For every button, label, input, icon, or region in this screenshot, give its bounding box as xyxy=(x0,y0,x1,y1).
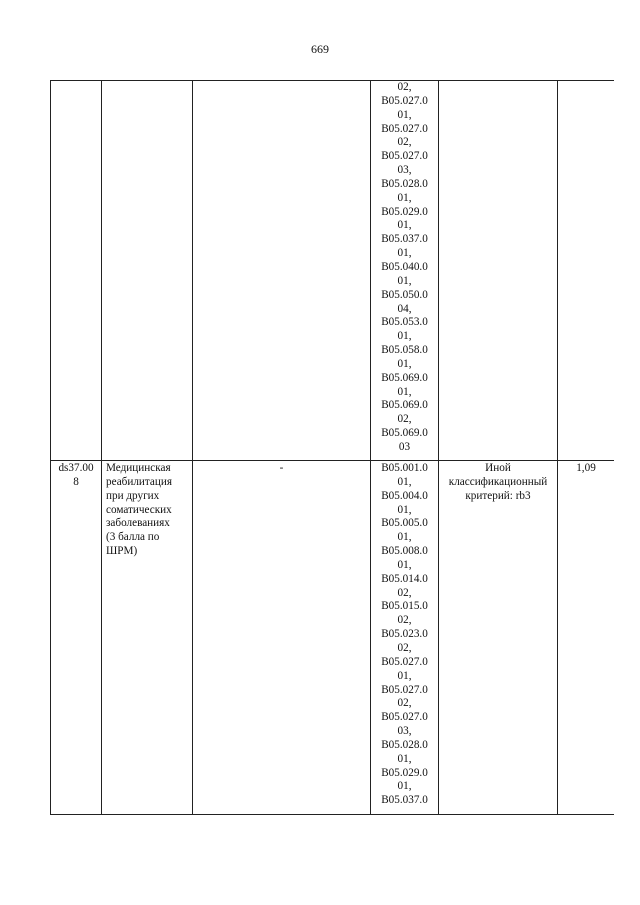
code-line: B05.015.0 xyxy=(381,600,428,613)
group-name-line: при других xyxy=(106,489,160,502)
row-separator xyxy=(50,460,614,461)
group-name-line: ШРМ) xyxy=(106,545,138,558)
code-line: B05.001.0 xyxy=(381,462,428,474)
code-line: 02, xyxy=(397,413,412,426)
service-codes-cell xyxy=(371,462,438,808)
code-line: 02, xyxy=(397,697,412,710)
code-line: 02, xyxy=(397,614,412,627)
code-line: 01, xyxy=(397,330,412,343)
code-line: B05.027.0 xyxy=(381,711,428,724)
code-line: 01, xyxy=(397,669,412,682)
continuation-codes-cell xyxy=(371,81,438,455)
page-number: 669 xyxy=(311,42,329,56)
col-border-2 xyxy=(192,80,193,815)
code-line: B05.027.0 xyxy=(381,683,428,696)
code-line: 01, xyxy=(397,558,412,571)
code-line: 01, xyxy=(397,219,412,232)
code-line: B05.004.0 xyxy=(381,489,428,502)
group-name-line: соматических xyxy=(106,503,172,516)
group-code-line: 8 xyxy=(73,475,79,488)
code-line: B05.027.0 xyxy=(381,122,428,135)
group-code-cell xyxy=(52,462,100,490)
code-line: 03, xyxy=(397,725,412,738)
col-border-4 xyxy=(438,80,439,815)
code-line: 03, xyxy=(397,164,412,177)
criterion-line: Иной xyxy=(485,462,511,474)
diagnosis-dash: - xyxy=(279,462,284,474)
coefficient-cell xyxy=(558,462,614,476)
code-line: 01, xyxy=(397,108,412,121)
code-line: B05.008.0 xyxy=(381,545,428,558)
code-line: 02, xyxy=(397,81,412,93)
diagnosis-cell xyxy=(193,462,370,476)
criterion-cell xyxy=(439,462,557,504)
code-line: B05.069.0 xyxy=(381,399,428,412)
code-line: B05.029.0 xyxy=(381,205,428,218)
group-name-line: реабилитация xyxy=(106,475,173,488)
code-line: B05.027.0 xyxy=(381,150,428,163)
group-name-line: Медицинская xyxy=(106,462,171,474)
tariff-table xyxy=(50,80,614,815)
code-line: 01, xyxy=(397,752,412,765)
code-line: 01, xyxy=(397,475,412,488)
code-line: B05.005.0 xyxy=(381,517,428,530)
criterion-line: классификационный xyxy=(448,475,548,488)
code-line: B05.028.0 xyxy=(381,177,428,190)
criterion-line: критерий: rb3 xyxy=(465,489,531,502)
code-line: 01, xyxy=(397,531,412,544)
code-line: 02, xyxy=(397,641,412,654)
code-line: 03 xyxy=(398,440,411,453)
code-line: B05.050.0 xyxy=(381,288,428,301)
col-border-5 xyxy=(557,80,558,815)
group-code-line: ds37.00 xyxy=(58,462,94,474)
code-line: B05.037.0 xyxy=(381,794,428,807)
code-line: B05.058.0 xyxy=(381,344,428,357)
code-line: B05.069.0 xyxy=(381,427,428,440)
code-line: B05.027.0 xyxy=(381,94,428,107)
group-name-cell xyxy=(106,462,191,559)
code-line: 01, xyxy=(397,274,412,287)
code-line: B05.028.0 xyxy=(381,738,428,751)
group-name-line: (3 балла по xyxy=(106,531,160,544)
group-name-line: заболеваниях xyxy=(106,517,170,530)
table-top-border xyxy=(50,80,614,81)
code-line: 04, xyxy=(397,302,412,315)
code-line: 02, xyxy=(397,586,412,599)
code-line: 01, xyxy=(397,780,412,793)
code-line: B05.037.0 xyxy=(381,233,428,246)
code-line: 01, xyxy=(397,191,412,204)
table-bottom-border xyxy=(50,814,614,815)
code-line: 01, xyxy=(397,503,412,516)
code-line: B05.029.0 xyxy=(381,766,428,779)
code-line: B05.023.0 xyxy=(381,628,428,641)
code-line: B05.053.0 xyxy=(381,316,428,329)
code-line: 01, xyxy=(397,247,412,260)
col-border-left xyxy=(50,80,51,815)
code-line: B05.040.0 xyxy=(381,260,428,273)
code-line: B05.014.0 xyxy=(381,572,428,585)
code-line: B05.027.0 xyxy=(381,655,428,668)
code-line: 01, xyxy=(397,385,412,398)
col-border-1 xyxy=(101,80,102,815)
code-line: B05.069.0 xyxy=(381,371,428,384)
code-line: 02, xyxy=(397,136,412,149)
coefficient-value: 1,09 xyxy=(576,462,596,474)
code-line: 01, xyxy=(397,357,412,370)
